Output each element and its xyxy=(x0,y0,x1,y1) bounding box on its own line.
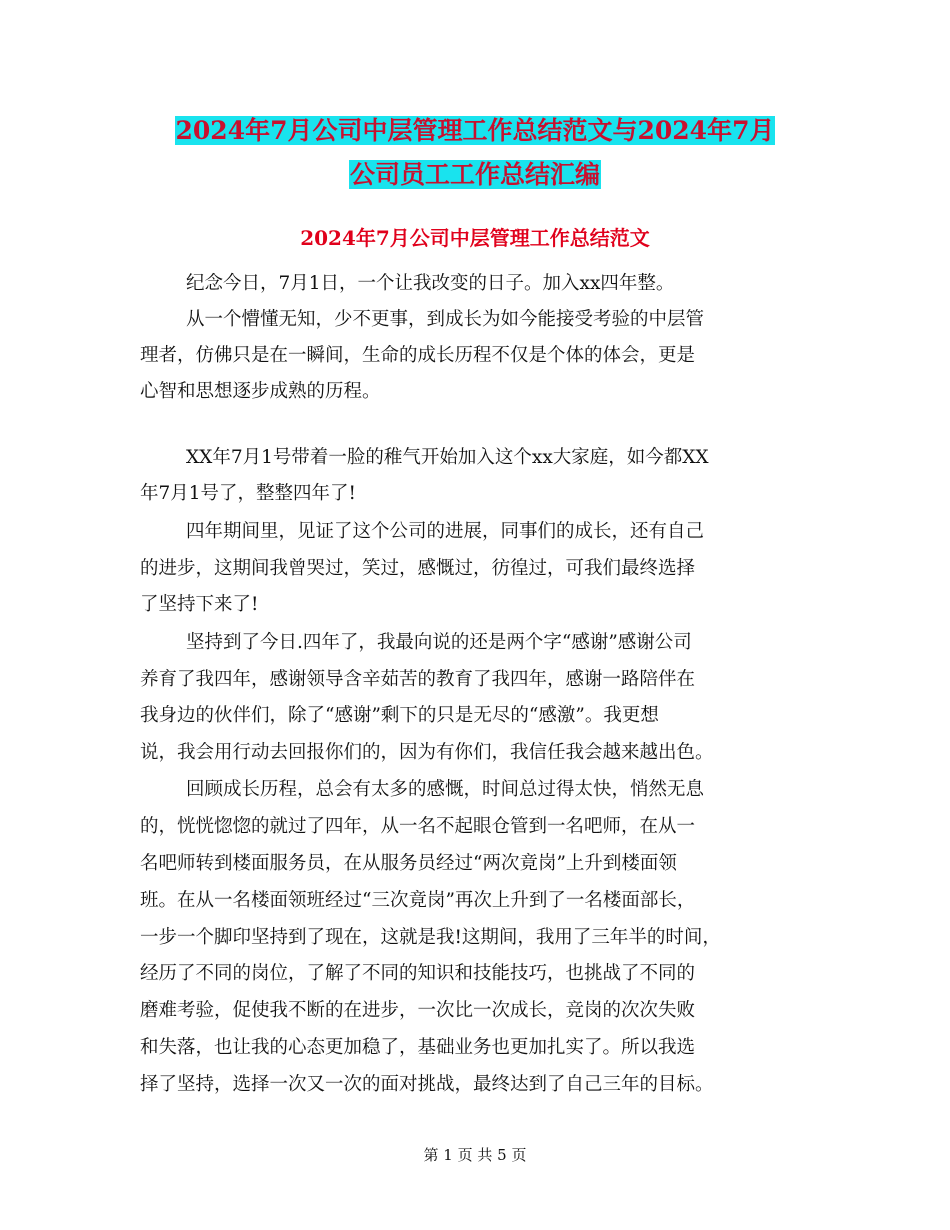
title-highlight: 2024年7月公司中层管理工作总结范文与2024年7月 xyxy=(175,116,775,145)
document-title-line-2 xyxy=(0,152,950,198)
paragraph-line: 四年期间里，见证了这个公司的进展，同事们的成长，还有自己 xyxy=(186,521,705,542)
paragraph-line: 经历了不同的岗位，了解了不同的知识和技能技巧，也挑战了不同的 xyxy=(140,963,696,984)
paragraph-line: 磨难考验，促使我不断的在进步，一次比一次成长，竞岗的次次失败 xyxy=(140,1000,696,1021)
section-heading: 2024年7月公司中层管理工作总结范文 xyxy=(300,226,650,250)
paragraph-line: 坚持到了今日.四年了，我最向说的还是两个字“感谢”感谢公司 xyxy=(186,632,692,653)
paragraph-line: 从一个懵懂无知，少不更事，到成长为如今能接受考验的中层管 xyxy=(186,309,705,330)
paragraph-line: 了坚持下来了! xyxy=(140,594,259,615)
paragraph-line: 回顾成长历程，总会有太多的感慨，时间总过得太快，悄然无息 xyxy=(186,779,705,800)
paragraph-line: 养育了我四年，感谢领导含辛茹苦的教育了我四年，感谢一路陪伴在 xyxy=(140,669,696,690)
title-highlight: 公司员工工作总结汇编 xyxy=(349,160,600,189)
paragraph-line: 纪念今日，7月1日，一个让我改变的日子。加入xx四年整。 xyxy=(186,273,675,294)
page-footer: 第 1 页 共 5 页 xyxy=(423,1146,527,1164)
paragraph-line: 一步一个脚印坚持到了现在，这就是我!这期间，我用了三年半的时间， xyxy=(140,927,721,948)
paragraph-line: XX年7月1号带着一脸的稚气开始加入这个xx大家庭，如今都XX xyxy=(186,447,709,468)
paragraph-line: 班。在从一名楼面领班经过“三次竟岗”再次上升到了一名楼面部长， xyxy=(140,890,696,911)
paragraph-line: 心智和思想逐步成熟的历程。 xyxy=(140,381,381,402)
paragraph-line: 和失落，也让我的心态更加稳了，基础业务也更加扎实了。所以我选 xyxy=(140,1037,696,1058)
paragraph-line: 的，恍恍惚惚的就过了四年，从一名不起眼仓管到一名吧师，在从一 xyxy=(140,816,696,837)
paragraph-line: 的进步，这期间我曾哭过，笑过，感慨过，彷徨过，可我们最终选择 xyxy=(140,558,696,579)
paragraph-line: 名吧师转到楼面服务员，在从服务员经过“两次竟岗”上升到楼面领 xyxy=(140,853,677,874)
paragraph-line: 说，我会用行动去回报你们的，因为有你们，我信任我会越来越出色。 xyxy=(140,742,714,763)
paragraph-line: 理者，仿佛只是在一瞬间，生命的成长历程不仅是个体的体会，更是 xyxy=(140,345,696,366)
document-title-line-1 xyxy=(0,108,950,154)
paragraph-line: 我身边的伙伴们，除了“感谢”剩下的只是无尽的“感激”。我更想 xyxy=(140,705,659,726)
paragraph-line: 择了坚持，选择一次又一次的面对挑战，最终达到了自己三年的目标。 xyxy=(140,1074,714,1095)
paragraph-line: 年7月1号了，整整四年了! xyxy=(140,483,356,504)
